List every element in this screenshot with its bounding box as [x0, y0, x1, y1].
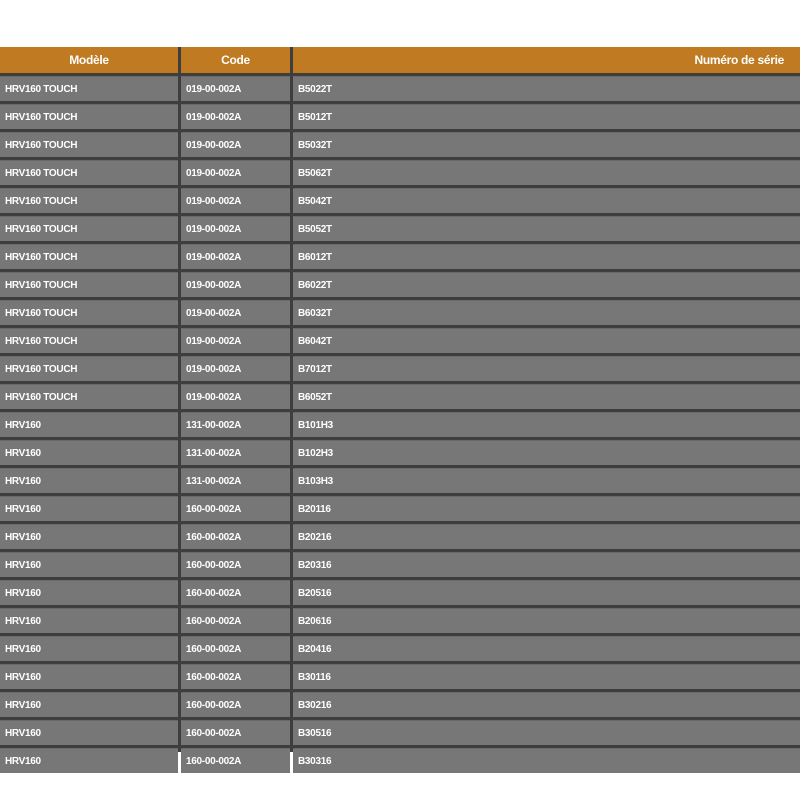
code-cell: 019-00-002A [181, 76, 290, 101]
model-cell: HRV160 TOUCH [0, 300, 178, 325]
table-row [0, 356, 800, 381]
code-cell: 019-00-002A [181, 132, 290, 157]
table-row [0, 748, 800, 773]
model-cell: HRV160 [0, 552, 178, 577]
code-cell: 019-00-002A [181, 272, 290, 297]
code-cell: 160-00-002A [181, 692, 290, 717]
code-cell: 019-00-002A [181, 216, 290, 241]
code-cell: 160-00-002A [181, 524, 290, 549]
code-cell: 131-00-002A [181, 468, 290, 493]
code-cell: 160-00-002A [181, 636, 290, 661]
serial-number-cell: B101H3 [293, 412, 800, 437]
code-cell: 131-00-002A [181, 440, 290, 465]
table-row [0, 664, 800, 689]
model-cell: HRV160 [0, 440, 178, 465]
serial-number-cell: B5062T [293, 160, 800, 185]
code-cell: 160-00-002A [181, 552, 290, 577]
table-row [0, 720, 800, 745]
code-cell: 160-00-002A [181, 608, 290, 633]
serial-number-cell: B20316 [293, 552, 800, 577]
table-row [0, 552, 800, 577]
serial-number-table-container [0, 47, 800, 767]
serial-number-cell: B6052T [293, 384, 800, 409]
code-cell: 160-00-002A [181, 720, 290, 745]
serial-number-cell: B6042T [293, 328, 800, 353]
code-cell: 160-00-002A [181, 580, 290, 605]
model-cell: HRV160 [0, 412, 178, 437]
code-cell: 160-00-002A [181, 664, 290, 689]
model-cell: HRV160 [0, 664, 178, 689]
column-header-model: Modèle [0, 47, 178, 73]
code-cell: 019-00-002A [181, 384, 290, 409]
serial-number-cell: B20416 [293, 636, 800, 661]
serial-number-cell: B20516 [293, 580, 800, 605]
table-row [0, 132, 800, 157]
table-body [0, 76, 800, 773]
model-cell: HRV160 TOUCH [0, 328, 178, 353]
table-row [0, 412, 800, 437]
serial-number-cell: B20616 [293, 608, 800, 633]
serial-number-cell: B20116 [293, 496, 800, 521]
serial-number-cell: B103H3 [293, 468, 800, 493]
serial-number-cell: B5042T [293, 188, 800, 213]
model-cell: HRV160 [0, 580, 178, 605]
code-cell: 019-00-002A [181, 160, 290, 185]
model-cell: HRV160 TOUCH [0, 160, 178, 185]
model-cell: HRV160 [0, 496, 178, 521]
model-cell: HRV160 TOUCH [0, 76, 178, 101]
serial-number-cell: B5052T [293, 216, 800, 241]
table-row [0, 496, 800, 521]
code-cell: 019-00-002A [181, 328, 290, 353]
model-cell: HRV160 [0, 692, 178, 717]
code-cell: 019-00-002A [181, 356, 290, 381]
table-header [0, 47, 800, 73]
model-cell: HRV160 [0, 748, 178, 773]
model-cell: HRV160 TOUCH [0, 272, 178, 297]
serial-number-cell: B5012T [293, 104, 800, 129]
model-cell: HRV160 [0, 720, 178, 745]
code-cell: 160-00-002A [181, 748, 290, 773]
model-cell: HRV160 TOUCH [0, 356, 178, 381]
model-cell: HRV160 TOUCH [0, 244, 178, 269]
table-row [0, 440, 800, 465]
table-row [0, 468, 800, 493]
model-cell: HRV160 TOUCH [0, 132, 178, 157]
model-cell: HRV160 TOUCH [0, 216, 178, 241]
table-row [0, 636, 800, 661]
serial-number-cell: B30116 [293, 664, 800, 689]
table-row [0, 160, 800, 185]
code-cell: 160-00-002A [181, 496, 290, 521]
serial-number-cell: B6012T [293, 244, 800, 269]
table-row [0, 300, 800, 325]
table-row [0, 608, 800, 633]
serial-number-table [0, 44, 803, 776]
column-header-serial-number: Numéro de série [293, 47, 800, 73]
code-cell: 019-00-002A [181, 300, 290, 325]
table-row [0, 76, 800, 101]
serial-number-cell: B20216 [293, 524, 800, 549]
table-row [0, 216, 800, 241]
table-row [0, 384, 800, 409]
model-cell: HRV160 [0, 468, 178, 493]
table-row [0, 524, 800, 549]
table-row [0, 272, 800, 297]
table-row [0, 692, 800, 717]
serial-number-cell: B30316 [293, 748, 800, 773]
serial-number-cell: B5022T [293, 76, 800, 101]
table-row [0, 580, 800, 605]
serial-number-cell: B5032T [293, 132, 800, 157]
code-cell: 019-00-002A [181, 244, 290, 269]
serial-number-cell: B6032T [293, 300, 800, 325]
serial-number-cell: B6022T [293, 272, 800, 297]
model-cell: HRV160 TOUCH [0, 188, 178, 213]
model-cell: HRV160 TOUCH [0, 104, 178, 129]
serial-number-cell: B30216 [293, 692, 800, 717]
serial-number-cell: B102H3 [293, 440, 800, 465]
table-row [0, 104, 800, 129]
header-row [0, 47, 800, 73]
code-cell: 019-00-002A [181, 104, 290, 129]
model-cell: HRV160 TOUCH [0, 384, 178, 409]
serial-number-cell: B7012T [293, 356, 800, 381]
model-cell: HRV160 [0, 608, 178, 633]
table-row [0, 188, 800, 213]
model-cell: HRV160 [0, 636, 178, 661]
column-header-code: Code [181, 47, 290, 73]
table-row [0, 244, 800, 269]
code-cell: 019-00-002A [181, 188, 290, 213]
table-row [0, 328, 800, 353]
model-cell: HRV160 [0, 524, 178, 549]
code-cell: 131-00-002A [181, 412, 290, 437]
serial-number-cell: B30516 [293, 720, 800, 745]
